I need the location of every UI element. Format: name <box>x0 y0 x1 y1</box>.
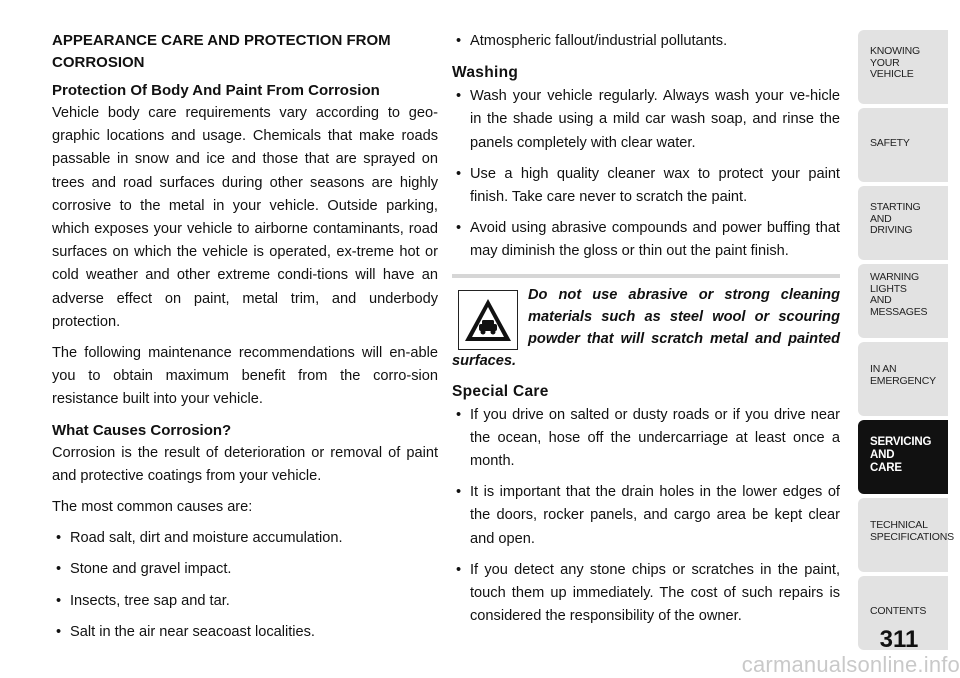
paragraph-corrosion-definition: Corrosion is the result of deterioration or removal of paint and protective coatings from your vehicle. <box>52 444 438 484</box>
list-item: • Stone and gravel impact. <box>52 558 438 581</box>
tab-contents[interactable]: CONTENTS <box>858 576 948 650</box>
subheading-causes: What Causes Corrosion? <box>52 421 232 439</box>
list-item: • It is important that the drain holes in the lower edges of the doors, rocker panels, and cargo area be kept clear and open. <box>452 481 840 551</box>
list-item: • If you drive on salted or dusty roads or if you drive near the ocean, hose off the undercarriage at least once a month. <box>452 404 840 474</box>
tab-servicing-and-care[interactable]: SERVICING AND CARE <box>858 420 948 494</box>
tab-warning-lights-and-messages[interactable]: WARNING LIGHTS AND MESSAGES <box>858 264 948 338</box>
causes-list <box>52 527 438 644</box>
chapter-tabs <box>858 30 954 654</box>
list-item: • Avoid using abrasive compounds and power buffing that may diminish the gloss or thin out the paint finish. <box>452 217 840 263</box>
list-item: • Insects, tree sap and tar. <box>52 590 438 613</box>
tab-in-an-emergency[interactable]: IN AN EMERGENCY <box>858 342 948 416</box>
washing-list <box>452 85 840 263</box>
list-item: • Wash your vehicle regularly. Always wash your ve-hicle in the shade using a mild car wash soap, and rinse the panels completely with clear water. <box>452 85 840 155</box>
warning-box <box>452 274 840 372</box>
subheading-washing: Washing <box>452 64 519 82</box>
tab-safety[interactable]: SAFETY <box>858 108 948 182</box>
tab-knowing-your-vehicle[interactable]: KNOWING YOUR VEHICLE <box>858 30 948 104</box>
list-item: • Use a high quality cleaner wax to protect your paint finish. Take care never to scratch the paint. <box>452 163 840 209</box>
right-column <box>452 30 840 636</box>
page-number: 311 <box>879 626 919 653</box>
tab-starting-and-driving[interactable]: STARTING AND DRIVING <box>858 186 948 260</box>
list-item: • If you detect any stone chips or scratches in the paint, touch them up immediately. The cost of such repairs is considered the responsibility of the owner. <box>452 559 840 629</box>
warning-text: Do not use abrasive or strong cleaning materials such as steel wool or scouring powder that will scratch metal and painted surfaces. <box>452 286 840 369</box>
paragraph-body-care: Vehicle body care requirements vary according to geo-graphic locations and usage. Chemicals that make roads passable in snow and ice and those that are sprayed on trees and road surfaces during other seasons are highly corrosive to the metal in your vehicle. Outside parking, which exposes your vehicle to airborne contaminants, road surfaces on which the vehicle is operated, ex-treme hot or cold weather and other extreme condi-tions will have an adverse effect on paint, metal trim, and underbody protection. <box>52 105 438 330</box>
list-item: • Atmospheric fallout/industrial pollutants. <box>452 30 840 53</box>
causes-list-continued <box>452 30 840 53</box>
paragraph-common-causes: The most common causes are: <box>52 499 253 516</box>
warning-triangle-icon <box>458 290 518 350</box>
subheading-protection: Protection Of Body And Paint From Corrosion <box>52 82 380 99</box>
list-item: • Road salt, dirt and moisture accumulation. <box>52 527 438 550</box>
watermark: carmanualsonline.info <box>741 652 960 677</box>
tab-technical-specifications[interactable]: TECHNICAL SPECIFICATIONS <box>858 498 948 572</box>
special-care-list <box>452 404 840 629</box>
left-column <box>52 30 438 652</box>
list-item: • Salt in the air near seacoast localities. <box>52 621 438 644</box>
section-heading: APPEARANCE CARE AND PROTECTION FROM CORROSION <box>52 32 391 71</box>
paragraph-maintenance: The following maintenance recommendations will en-able you to obtain maximum benefit from the corro-sion resistance built into your vehicle. <box>52 345 438 408</box>
subheading-special-care: Special Care <box>452 382 549 400</box>
